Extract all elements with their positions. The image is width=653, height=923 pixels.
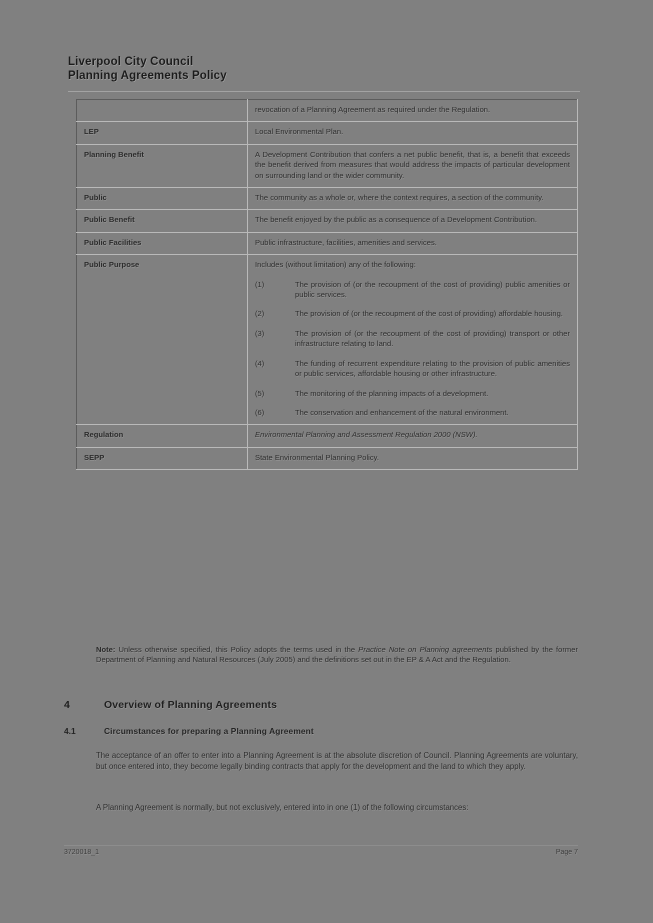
note-part-two: published by the former Department of Planning and Natural Resources (July 2005) and the definitions set out in the EP & A Act and the Regulation. (96, 645, 579, 665)
list-item-text: The monitoring of the planning impacts of a development. (295, 388, 489, 398)
definition-text (248, 425, 578, 447)
list-item-number: (6) (255, 407, 265, 417)
table-row (77, 100, 578, 122)
public-purpose-list (255, 280, 570, 419)
list-item-number: (5) (255, 388, 265, 398)
body-paragraph-2: A Planning Agreement is normally, but not exclusively, entered into in one (1) of the following circumstances: (96, 803, 469, 812)
definition-text: A Development Contribution that confers a net public benefit, that is, a benefit that exceeds the benefit derived from measures that would address the impacts of particular development on surrounding land or the wider community. (248, 144, 578, 187)
definition-term: Regulation (77, 425, 248, 447)
definition-term: Public (77, 188, 248, 210)
definition-term: Planning Benefit (77, 144, 248, 187)
table-row (77, 447, 578, 469)
list-item-text: The provision of (or the recoupment of the cost of providing) affordable housing. (295, 309, 563, 319)
note-practice-note-title: Practice Note on Planning agreements (358, 645, 493, 654)
header-divider (68, 91, 580, 92)
footer-page-number: Page 7 (555, 849, 578, 856)
council-name: Liverpool City Council (68, 56, 194, 68)
list-item (255, 280, 570, 301)
list-item (255, 389, 570, 399)
definition-term: Public Purpose (77, 255, 248, 425)
section-heading (64, 699, 578, 711)
definition-text: Public infrastructure, facilities, amenities and services. (248, 232, 578, 254)
definition-text-public-purpose (248, 255, 578, 425)
list-item-text: The provision of (or the recoupment of the cost of providing) public amenities or public services. (295, 279, 570, 300)
table-row (77, 232, 578, 254)
policy-title: Planning Agreements Policy (68, 70, 227, 82)
table-row (77, 425, 578, 447)
table-row (77, 122, 578, 144)
definition-text: The community as a whole or, where the context requires, a section of the community. (248, 188, 578, 210)
definition-term: Public Facilities (77, 232, 248, 254)
table-row (77, 188, 578, 210)
definition-text: The benefit enjoyed by the public as a consequence of a Development Contribution. (248, 210, 578, 232)
list-item-text: The conservation and enhancement of the natural environment. (295, 407, 509, 417)
list-item-number: (1) (255, 279, 265, 289)
definition-text: revocation of a Planning Agreement as required under the Regulation. (248, 100, 578, 122)
note-part-one: Unless otherwise specified, this Policy adopts the terms used in the (115, 645, 359, 654)
list-item-text: The funding of recurrent expenditure relating to the provision of public amenities or public services, affordable housing or other infrastructure. (295, 358, 570, 379)
subsection-number: 4.1 (64, 726, 76, 736)
note-label: Note: (96, 645, 116, 654)
list-item-number: (4) (255, 358, 265, 368)
list-item-text: The provision of (or the recoupment of the cost of providing) transport or other infrastructure relating to land. (295, 328, 570, 349)
table-row-public-purpose (77, 255, 578, 425)
list-item (255, 309, 570, 319)
note-paragraph (96, 645, 578, 666)
list-item (255, 359, 570, 380)
document-header (68, 55, 580, 83)
section-title: Overview of Planning Agreements (104, 699, 278, 711)
public-purpose-lead: Includes (without limitation) any of the following: (255, 260, 416, 270)
section-number: 4 (64, 699, 70, 711)
definition-text: Local Environmental Plan. (248, 122, 578, 144)
definition-term: LEP (77, 122, 248, 144)
definition-term: Public Benefit (77, 210, 248, 232)
body-paragraph-1: The acceptance of an offer to enter into a Planning Agreement is at the absolute discretion of Council. Planning Agreements are voluntary, but once entered into, they become legally binding contracts that apply for the development and the land to which they apply. (96, 751, 578, 771)
table-row (77, 210, 578, 232)
definition-text: State Environmental Planning Policy. (248, 447, 578, 469)
page-footer (64, 849, 578, 856)
subsection-title: Circumstances for preparing a Planning Agreement (104, 726, 314, 736)
regulation-citation: Environmental Planning and Assessment Regulation 2000 (NSW). (255, 430, 478, 440)
table-row (77, 144, 578, 187)
definition-term: SEPP (77, 447, 248, 469)
list-item-number: (2) (255, 309, 265, 319)
list-item (255, 408, 570, 418)
footer-document-reference: 3720018_1 (64, 849, 100, 856)
footer-divider (64, 845, 578, 846)
list-item-number: (3) (255, 328, 265, 338)
definitions-table (76, 99, 578, 470)
subsection-heading (64, 726, 578, 736)
definition-term (77, 100, 248, 122)
list-item (255, 329, 570, 350)
